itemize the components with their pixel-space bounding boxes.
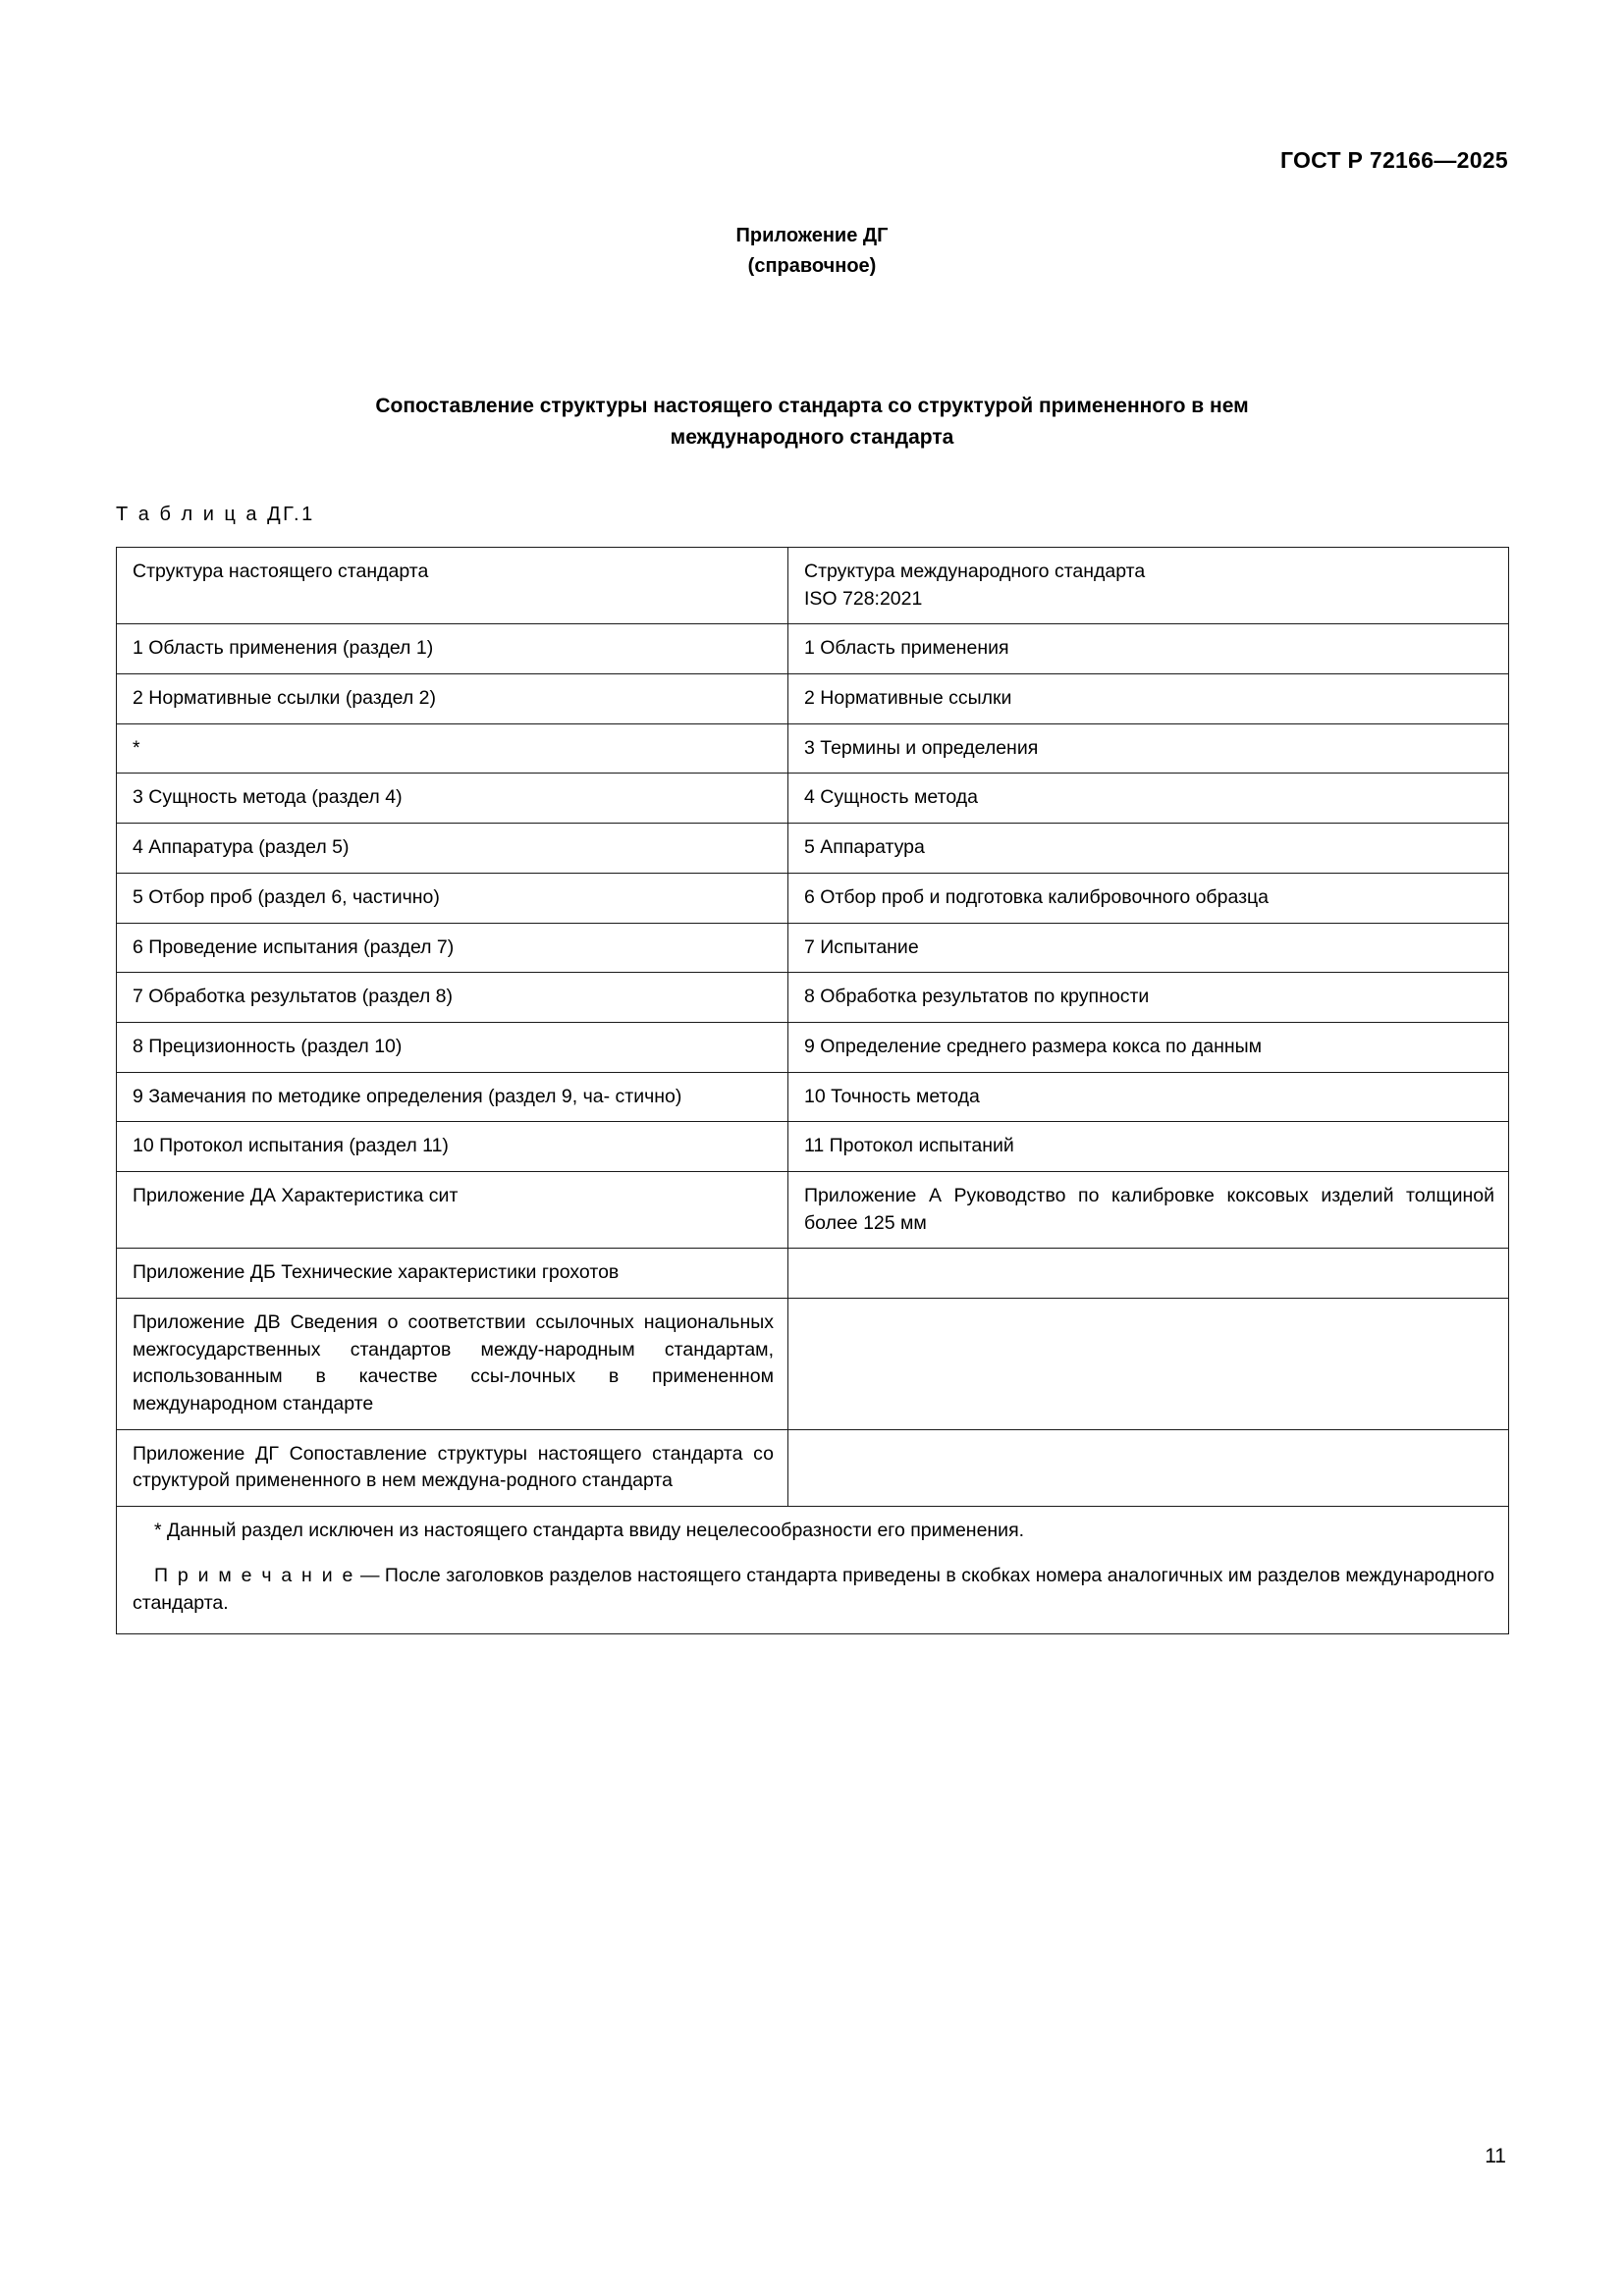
table-row xyxy=(117,624,1509,674)
note-label: П р и м е ч а н и е xyxy=(154,1564,355,1586)
row-left-cell: 1 Область применения (раздел 1) xyxy=(117,624,788,674)
page-number: 11 xyxy=(1485,2145,1506,2167)
table-caption: Т а б л и ц а ДГ.1 xyxy=(116,504,315,525)
table-header-left: Структура настоящего стандарта xyxy=(117,548,788,624)
page-title-line2: международного стандарта xyxy=(670,425,954,449)
row-left-cell: 10 Протокол испытания (раздел 11) xyxy=(117,1122,788,1172)
row-left-cell: 6 Проведение испытания (раздел 7) xyxy=(117,923,788,973)
row-left-cell: Приложение ДГ Сопоставление структуры настоящего стандарта со структурой примененного в нем междуна-родного стандарта xyxy=(117,1429,788,1506)
row-left-cell: 7 Обработка результатов (раздел 8) xyxy=(117,973,788,1023)
row-right-cell: 7 Испытание xyxy=(788,923,1509,973)
row-right-cell: 6 Отбор проб и подготовка калибровочного образца xyxy=(788,873,1509,923)
row-right-cell xyxy=(788,1299,1509,1430)
standard-reference: ГОСТ Р 72166—2025 xyxy=(1279,147,1508,173)
table-row xyxy=(117,1072,1509,1122)
table-header-right-line2: ISO 728:2021 xyxy=(804,587,923,610)
table-row xyxy=(117,1299,1509,1430)
annex-heading xyxy=(0,221,1624,282)
table-row xyxy=(117,723,1509,774)
table-row xyxy=(117,873,1509,923)
page-title-line1: Сопоставление структуры настоящего стандарта со структурой примененного в нем xyxy=(375,395,1249,417)
row-right-cell: 8 Обработка результатов по крупности xyxy=(788,973,1509,1023)
row-right-cell: 1 Область применения xyxy=(788,624,1509,674)
row-left-cell: Приложение ДА Характеристика сит xyxy=(117,1171,788,1248)
table-row xyxy=(117,1429,1509,1506)
row-right-cell: 2 Нормативные ссылки xyxy=(788,674,1509,724)
table-header-row xyxy=(117,548,1509,624)
footnote-text xyxy=(133,1518,1494,1545)
row-left-cell: * xyxy=(117,723,788,774)
row-right-cell xyxy=(788,1429,1509,1506)
annex-heading-line1: Приложение ДГ xyxy=(735,225,889,246)
table-row xyxy=(117,824,1509,874)
table-row xyxy=(117,1122,1509,1172)
table-row xyxy=(117,674,1509,724)
row-right-cell: Приложение А Руководство по калибровке коксовых изделий толщиной более 125 мм xyxy=(788,1171,1509,1248)
table-header-right xyxy=(788,548,1509,624)
table-header-right-line1: Структура международного стандарта xyxy=(804,561,1146,582)
row-right-cell: 9 Определение среднего размера кокса по данным xyxy=(788,1022,1509,1072)
row-right-cell: 5 Аппаратура xyxy=(788,824,1509,874)
table-footnote-cell xyxy=(117,1507,1509,1634)
row-left-cell: 4 Аппаратура (раздел 5) xyxy=(117,824,788,874)
table-row xyxy=(117,973,1509,1023)
row-left-cell: 2 Нормативные ссылки (раздел 2) xyxy=(117,674,788,724)
comparison-table xyxy=(116,547,1509,1634)
page-title xyxy=(174,391,1450,453)
table-row xyxy=(117,1249,1509,1299)
row-right-cell: 3 Термины и определения xyxy=(788,723,1509,774)
note-paragraph xyxy=(133,1563,1494,1617)
annex-heading-line2: (справочное) xyxy=(747,255,877,277)
row-right-cell: 4 Сущность метода xyxy=(788,774,1509,824)
table-row xyxy=(117,1022,1509,1072)
table-footnote-row xyxy=(117,1507,1509,1634)
row-left-cell: 9 Замечания по методике определения (раздел 9, ча- стично) xyxy=(117,1072,788,1122)
row-right-cell: 11 Протокол испытаний xyxy=(788,1122,1509,1172)
row-left-cell: 5 Отбор проб (раздел 6, частично) xyxy=(117,873,788,923)
footnote-line: * Данный раздел исключен из настоящего стандарта ввиду нецелесообразности его применения. xyxy=(154,1520,1025,1542)
row-left-cell: Приложение ДБ Технические характеристики грохотов xyxy=(117,1249,788,1299)
note-text: — После заголовков разделов настоящего стандарта приведены в скобках номера аналогичных им разделов международного стандарта. xyxy=(133,1564,1494,1614)
table-row xyxy=(117,774,1509,824)
row-left-cell: 3 Сущность метода (раздел 4) xyxy=(117,774,788,824)
table-row xyxy=(117,1171,1509,1248)
row-right-cell: 10 Точность метода xyxy=(788,1072,1509,1122)
row-left-cell: Приложение ДВ Сведения о соответствии ссылочных национальных межгосударственных стандартов между-народным стандартам, использованным в качестве ссы-лочных в примененном международном стандарте xyxy=(117,1299,788,1430)
row-left-cell: 8 Прецизионность (раздел 10) xyxy=(117,1022,788,1072)
table-row xyxy=(117,923,1509,973)
row-right-cell xyxy=(788,1249,1509,1299)
